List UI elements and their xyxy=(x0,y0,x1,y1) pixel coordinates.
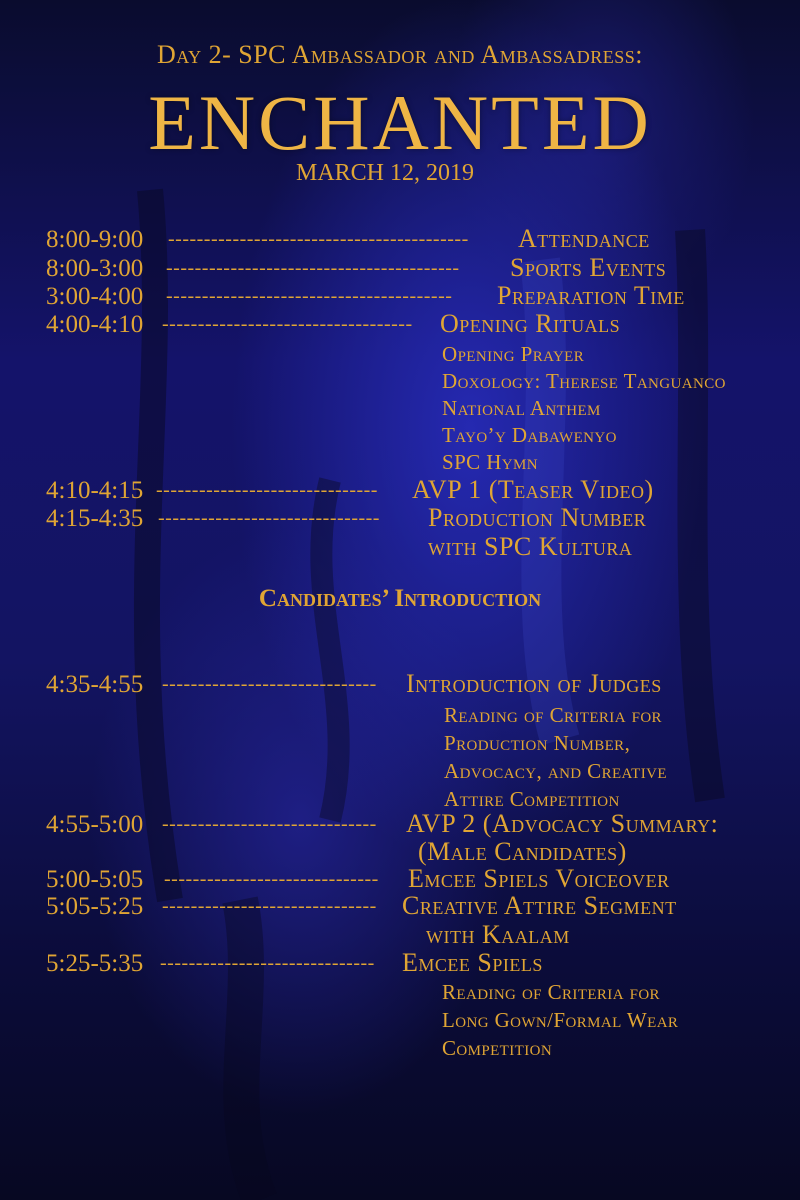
schedule-time: 5:25-5:35 xyxy=(46,950,144,977)
schedule-time: 5:00-5:05 xyxy=(46,866,144,893)
schedule-activity: Introduction of Judges xyxy=(406,669,662,698)
schedule-activity: Opening Rituals xyxy=(440,309,621,338)
dotted-leader: ------------------------------- xyxy=(158,507,380,529)
schedule-sub-item: Opening Prayer xyxy=(442,342,585,366)
dotted-leader: ------------------------------ xyxy=(160,952,375,974)
dotted-leader: ------------------------------ xyxy=(164,868,379,890)
schedule-sub-item: SPC Hymn xyxy=(442,450,538,474)
dotted-leader: ----------------------------------- xyxy=(162,313,413,335)
schedule-time: 8:00-9:00 xyxy=(46,226,144,253)
event-date: MARCH 12, 2019 xyxy=(295,160,475,186)
schedule-activity: AVP 1 (Teaser Video) xyxy=(412,475,654,504)
schedule-time: 4:55-5:00 xyxy=(46,811,144,838)
schedule-time: 4:15-4:35 xyxy=(46,505,144,532)
schedule-sub-item: Advocacy, and Creative xyxy=(444,759,667,783)
schedule-sub-item: Reading of Criteria for xyxy=(442,980,660,1004)
schedule-activity: Preparation Time xyxy=(497,281,685,310)
dotted-leader: ------------------------------ xyxy=(162,813,377,835)
schedule-sub-item: Long Gown/Formal Wear xyxy=(442,1008,679,1032)
schedule-activity: AVP 2 (Advocacy Summary: xyxy=(406,809,719,838)
schedule-time: 4:10-4:15 xyxy=(46,477,144,504)
schedule-activity: Sports Events xyxy=(510,253,667,282)
dotted-leader: ------------------------------- xyxy=(156,479,378,501)
schedule-time: 3:00-4:00 xyxy=(46,283,144,310)
schedule-activity: Attendance xyxy=(518,224,650,253)
dotted-leader: ------------------------------ xyxy=(162,895,377,917)
schedule-time: 8:00-3:00 xyxy=(46,255,144,282)
dotted-leader: ------------------------------------------ xyxy=(168,228,469,250)
schedule-activity-continued: with Kaalam xyxy=(426,920,570,949)
schedule-sub-item: Tayo’y Dabawenyo xyxy=(442,423,617,447)
schedule-activity: Creative Attire Segment xyxy=(402,891,677,920)
schedule-sub-item: Reading of Criteria for xyxy=(444,703,662,727)
schedule-time: 4:00-4:10 xyxy=(46,311,144,338)
dotted-leader: ---------------------------------------- xyxy=(166,285,453,307)
dotted-leader: ------------------------------ xyxy=(162,673,377,695)
schedule-activity: Production Number xyxy=(428,503,647,532)
schedule-activity-continued: with SPC Kultura xyxy=(428,532,633,561)
schedule-activity: Emcee Spiels xyxy=(402,948,543,977)
schedule-sub-item: Doxology: Therese Tanguanco xyxy=(442,369,726,393)
schedule-activity: Emcee Spiels Voiceover xyxy=(408,864,670,893)
schedule-sub-item: Competition xyxy=(442,1036,553,1060)
schedule-activity-continued: (Male Candidates) xyxy=(418,837,627,866)
schedule-sub-item: National Anthem xyxy=(442,396,601,420)
schedule-time: 5:05-5:25 xyxy=(46,893,144,920)
schedule-sub-item: Attire Competition xyxy=(444,787,620,811)
section-heading: Candidates’ Introduction xyxy=(258,585,542,612)
schedule-time: 4:35-4:55 xyxy=(46,671,144,698)
event-title: ENCHANTED xyxy=(148,79,652,166)
dotted-leader: ----------------------------------------- xyxy=(166,257,460,279)
schedule-sub-item: Production Number, xyxy=(444,731,631,755)
event-subtitle: Day 2- SPC Ambassador and Ambassadress: xyxy=(156,40,644,69)
